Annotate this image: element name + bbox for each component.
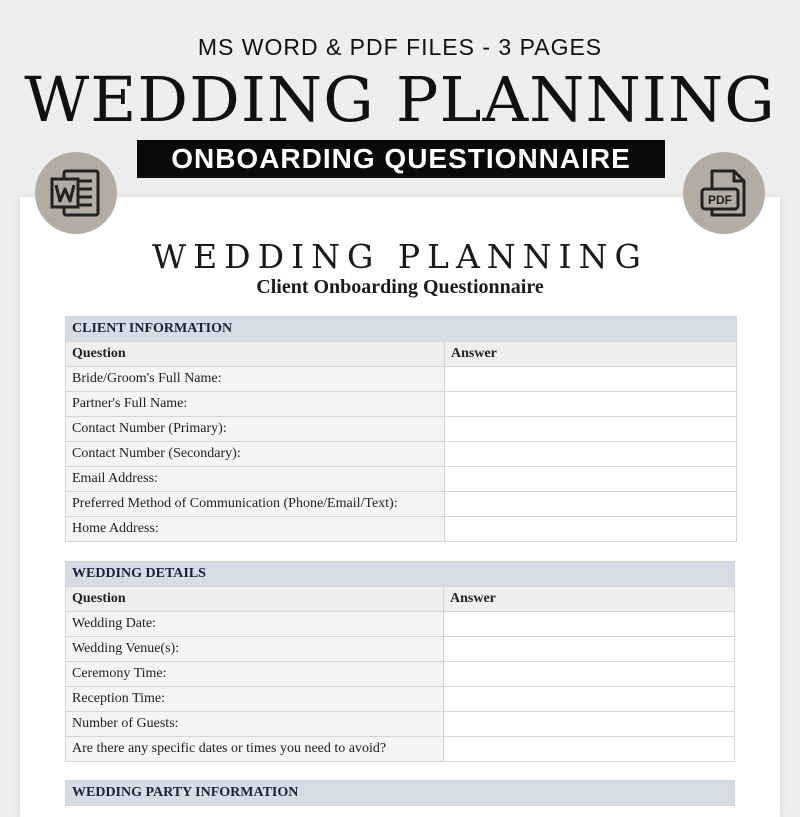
question-cell: Reception Time:: [66, 687, 444, 712]
question-cell: Contact Number (Secondary):: [66, 442, 445, 467]
section-heading: WEDDING DETAILS: [66, 562, 735, 587]
question-cell: Email Address:: [66, 467, 445, 492]
table-row: [66, 737, 735, 762]
table-row: [66, 517, 737, 542]
question-cell: Home Address:: [66, 517, 445, 542]
answer-cell[interactable]: [444, 687, 735, 712]
section-heading: CLIENT INFORMATION: [66, 317, 737, 342]
pdf-icon-label: PDF: [708, 193, 732, 207]
answer-cell[interactable]: [445, 467, 737, 492]
answer-cell[interactable]: [444, 737, 735, 762]
wedding-party-information-table: [65, 780, 735, 806]
table-row: [66, 662, 735, 687]
banner-tagline: ONBOARDING QUESTIONNAIRE: [171, 143, 631, 174]
question-cell: Bride/Groom's Full Name:: [66, 367, 445, 392]
question-cell: Are there any specific dates or times you need to avoid?: [66, 737, 444, 762]
table-row: [66, 442, 737, 467]
pdf-icon: [696, 165, 752, 221]
question-cell: Number of Guests:: [66, 712, 444, 737]
wedding-details-table: [65, 561, 735, 762]
banner-tagline-box: [137, 140, 665, 178]
banner-subtitle: MS WORD & PDF FILES - 3 PAGES: [197, 34, 603, 60]
column-header-question: Question: [66, 587, 444, 612]
answer-cell[interactable]: [445, 367, 737, 392]
word-badge: [35, 152, 117, 234]
client-information-table: [65, 316, 737, 542]
column-header-question: Question: [66, 342, 445, 367]
question-cell: Preferred Method of Communication (Phone/Email/Text):: [66, 492, 445, 517]
document-subtitle: Client Onboarding Questionnaire: [256, 276, 544, 298]
banner-title: WEDDING PLANNING: [24, 63, 776, 136]
question-cell: Wedding Date:: [66, 612, 444, 637]
question-cell: Partner's Full Name:: [66, 392, 445, 417]
answer-cell[interactable]: [444, 612, 735, 637]
table-row: [66, 687, 735, 712]
table-row: [66, 417, 737, 442]
pdf-badge: [683, 152, 765, 234]
column-header-answer: Answer: [444, 587, 735, 612]
table-row: [66, 492, 737, 517]
table-row: [66, 637, 735, 662]
question-cell: Ceremony Time:: [66, 662, 444, 687]
table-row: [66, 712, 735, 737]
answer-cell[interactable]: [444, 662, 735, 687]
answer-cell[interactable]: [444, 712, 735, 737]
answer-cell[interactable]: [444, 637, 735, 662]
table-row: [66, 367, 737, 392]
column-header-answer: Answer: [445, 342, 737, 367]
section-heading: WEDDING PARTY INFORMATION: [66, 781, 735, 806]
document-title: WEDDING PLANNING: [152, 237, 648, 276]
table-row: [66, 467, 737, 492]
table-row: [66, 612, 735, 637]
answer-cell[interactable]: [445, 442, 737, 467]
question-cell: Wedding Venue(s):: [66, 637, 444, 662]
answer-cell[interactable]: [445, 492, 737, 517]
table-row: [66, 392, 737, 417]
question-cell: Contact Number (Primary):: [66, 417, 445, 442]
answer-cell[interactable]: [445, 392, 737, 417]
answer-cell[interactable]: [445, 517, 737, 542]
answer-cell[interactable]: [445, 417, 737, 442]
word-icon: [48, 165, 104, 221]
